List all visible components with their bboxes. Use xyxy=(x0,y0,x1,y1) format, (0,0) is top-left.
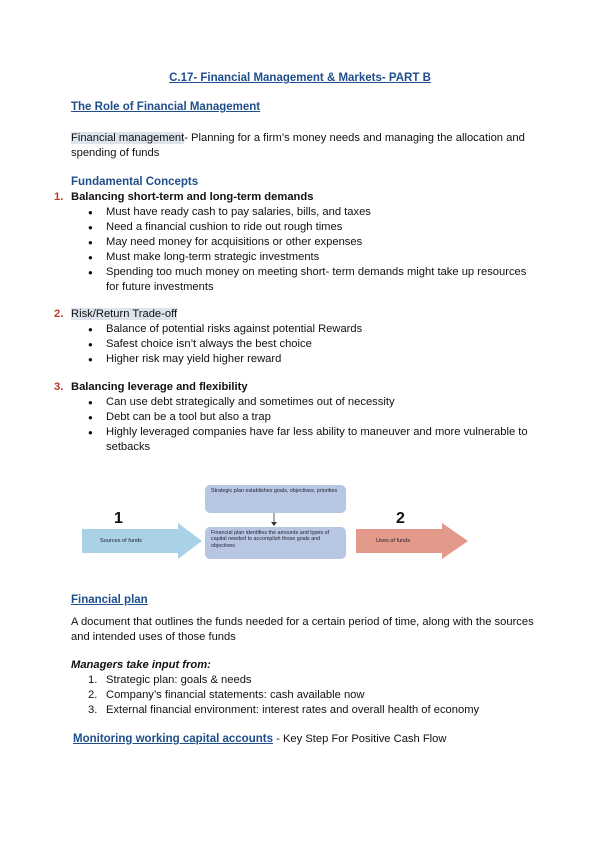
concepts-heading: Fundamental Concepts xyxy=(71,176,199,188)
list-item: ● Safest choice isn’t always the best choice xyxy=(88,337,538,352)
list-item xyxy=(88,673,558,688)
list-text: External financial environment: interest rates and overall health of economy xyxy=(106,704,480,716)
step-number-1: 1 xyxy=(114,510,123,527)
monitoring-text: - Key Step For Positive Cash Flow xyxy=(273,733,447,745)
uses-label: Uses of funds xyxy=(376,538,411,544)
financial-plan-text: A document that outlines the funds needed for a certain period of time, along with the sources and intended uses of those funds xyxy=(71,616,534,643)
concept-title: Risk/Return Trade-off xyxy=(71,308,178,320)
definition-paragraph xyxy=(71,131,541,161)
list-number: 3. xyxy=(88,704,98,716)
input-heading: Managers take input from: xyxy=(71,659,211,671)
list-item: ● Balance of potential risks against potential Rewards xyxy=(88,322,538,337)
list-number: 2. xyxy=(88,689,98,701)
list-item: ● Can use debt strategically and sometimes out of necessity xyxy=(88,395,538,410)
monitoring-link[interactable]: Monitoring working capital accounts xyxy=(73,733,273,745)
role-heading: The Role of Financial Management xyxy=(71,101,261,113)
concept-3-bullets xyxy=(88,395,538,455)
list-item: ● Spending too much money on meeting short- term demands might take up resources for future investments xyxy=(88,265,538,295)
concept-number: 1. xyxy=(54,191,64,203)
concept-title: Balancing short-term and long-term demands xyxy=(71,191,314,203)
concept-number: 2. xyxy=(54,308,64,320)
concept-3-title xyxy=(54,380,554,395)
financial-plan-heading: Financial plan xyxy=(71,594,148,606)
input-list xyxy=(88,673,558,718)
list-item xyxy=(88,688,558,703)
list-item: ● Higher risk may yield higher reward xyxy=(88,352,538,367)
financial-plan-box: Financial plan identifies the amounts and types of capital needed to accomplish those goals and objectives xyxy=(205,527,346,559)
concept-number: 3. xyxy=(54,381,64,393)
list-item: ● Debt can be a tool but also a trap xyxy=(88,410,538,425)
page-title: C.17- Financial Management & Markets- PART B xyxy=(169,72,431,84)
step-number-2: 2 xyxy=(396,510,405,527)
list-item: ● Must make long-term strategic investments xyxy=(88,250,538,265)
concept-2-bullets xyxy=(88,322,538,367)
definition-term: Financial management xyxy=(71,132,185,144)
list-text: Strategic plan: goals & needs xyxy=(106,674,252,686)
financial-flow-diagram xyxy=(78,483,478,573)
strategic-plan-box: Strategic plan establishes goals, objectives, priorities xyxy=(205,485,346,513)
list-text: Company’s financial statements: cash available now xyxy=(106,689,365,701)
concept-1-title xyxy=(54,190,554,205)
list-item: ● Highly leveraged companies have far less ability to maneuver and more vulnerable to setbacks xyxy=(88,425,538,455)
sources-label: Sources of funds xyxy=(100,538,142,544)
monitoring-line xyxy=(73,733,446,745)
list-item: ● Need a financial cushion to ride out rough times xyxy=(88,220,538,235)
concept-1-bullets xyxy=(88,205,538,295)
list-item xyxy=(88,703,558,718)
list-item: ● Must have ready cash to pay salaries, bills, and taxes xyxy=(88,205,538,220)
definition-text: - Planning for a firm’s money needs and managing the allocation and spending of funds xyxy=(71,132,525,159)
list-item: ● May need money for acquisitions or other expenses xyxy=(88,235,538,250)
concept-title: Balancing leverage and flexibility xyxy=(71,381,248,393)
concept-2-title xyxy=(54,307,554,322)
uses-arrow-shape xyxy=(356,523,468,559)
connector-arrowhead xyxy=(271,522,277,526)
list-number: 1. xyxy=(88,674,98,686)
